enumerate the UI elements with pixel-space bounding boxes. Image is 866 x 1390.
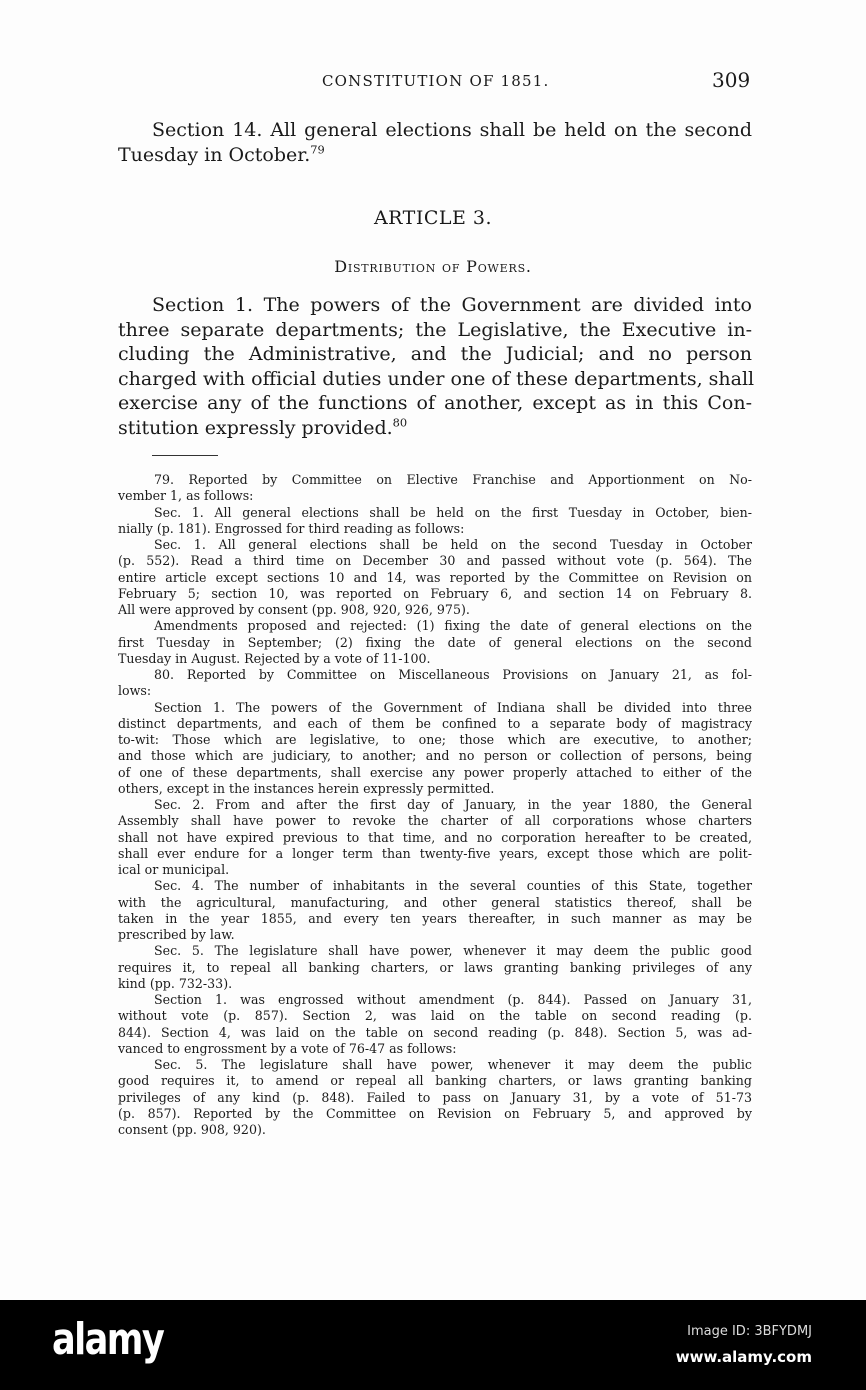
footnote-line xyxy=(118,911,752,927)
footnote-line xyxy=(118,781,752,797)
footnote-line xyxy=(118,878,752,894)
line-text: vanced to engrossment by a vote of 76-47 as follows: xyxy=(118,1040,457,1056)
footnote-line xyxy=(118,716,752,732)
line-text: Section 1. was engrossed without amendment (p. 844). Passed on January 31, xyxy=(154,992,752,1007)
section-1-line xyxy=(118,391,752,416)
line-text: taken in the year 1855, and every ten years thereafter, in such manner as may be xyxy=(118,910,752,926)
line-text: to-wit: Those which are legislative, to one; those which are executive, to another; xyxy=(118,732,752,747)
line-text: with the agricultural, manufacturing, and other general statistics thereof, shall be xyxy=(118,894,752,910)
line-text: good requires it, to amend or repeal all banking charters, or laws granting banking xyxy=(118,1073,752,1089)
line-text: exercise any of the functions of another, except as in this Con- xyxy=(118,392,752,414)
line-text: Section 14. All general elections shall be held on the second xyxy=(152,119,752,141)
line-text: charged with official duties under one of these departments, shall xyxy=(118,367,755,390)
page-number: 309 xyxy=(712,68,751,92)
footnote-paragraph xyxy=(118,943,752,992)
footnote-line xyxy=(118,553,752,569)
line-text: 79. Reported by Committee on Elective Franchise and Apportionment on No- xyxy=(154,472,752,487)
line-text: first Tuesday in September; (2) fixing the date of general elections on the second xyxy=(118,634,752,650)
footnote-line xyxy=(118,732,752,748)
section-14-line xyxy=(118,143,752,168)
section-14-line xyxy=(118,118,752,143)
footnote-line xyxy=(118,797,752,813)
line-text: Assembly shall have power to revoke the charter of all corporations whose charters xyxy=(118,813,752,829)
section-1-line xyxy=(118,293,752,318)
section-1-line xyxy=(118,342,752,367)
line-text: and those which are judiciary, to another; and no person or collection of persons, being xyxy=(118,748,752,764)
line-text: Tuesday in October. xyxy=(118,143,311,166)
footnote-line xyxy=(118,846,752,862)
line-text: cluding the Administrative, and the Judicial; and no person xyxy=(118,343,752,365)
footnote-paragraph xyxy=(118,505,752,538)
footnote-paragraph xyxy=(118,537,752,618)
line-text: prescribed by law. xyxy=(118,927,235,942)
footnote-paragraph xyxy=(118,472,752,505)
footnote-paragraph xyxy=(118,618,752,667)
watermark-bar xyxy=(0,1300,866,1390)
footnote-line xyxy=(118,1057,752,1073)
line-text: Sec. 5. The legislature shall have power, whenever it may deem the public good xyxy=(154,943,752,959)
section-1-line xyxy=(118,318,752,343)
footnote-line xyxy=(118,830,752,846)
line-text: three separate departments; the Legislative, the Executive in- xyxy=(118,318,752,341)
footnote-ref: 79 xyxy=(310,142,325,157)
footnote-paragraph xyxy=(118,878,752,943)
footnote-line xyxy=(118,700,752,716)
line-text: ical or municipal. xyxy=(118,862,230,877)
footnote-line xyxy=(118,813,752,829)
line-text: lows: xyxy=(118,683,152,699)
line-text: stitution expressly provided. xyxy=(118,416,393,439)
line-text: Tuesday in August. Rejected by a vote of 11-100. xyxy=(118,650,431,666)
article-subheading: Distribution of Powers. xyxy=(334,257,532,276)
line-text: 80. Reported by Committee on Miscellaneous Provisions on January 21, as fol- xyxy=(154,667,752,682)
line-text: Sec. 5. The legislature shall have power, whenever it may deem the public xyxy=(154,1057,752,1072)
line-text: vember 1, as follows: xyxy=(118,488,254,504)
line-text: 844). Section 4, was laid on the table on second reading (p. 848). Section 5, was ad- xyxy=(118,1024,752,1040)
line-text: entire article except sections 10 and 14, was reported by the Committee on Revision on xyxy=(118,569,752,585)
footnote-line xyxy=(118,748,752,764)
line-text: shall not have expired previous to that time, and no corporation hereafter to be created, xyxy=(118,829,752,845)
line-text: Section 1. The powers of the Government of Indiana shall be divided into three xyxy=(154,699,752,715)
footnote-line xyxy=(118,1090,752,1106)
footnote-line xyxy=(118,618,752,634)
line-text: of one of these departments, shall exercise any power properly attached to either of the xyxy=(118,764,752,780)
footnote-line xyxy=(118,960,752,976)
footnote-line xyxy=(118,651,752,667)
footnote-paragraph xyxy=(118,797,752,878)
footnote-paragraph xyxy=(118,1057,752,1138)
footnote-line xyxy=(118,895,752,911)
footnote-paragraph xyxy=(118,700,752,798)
image-id: Image ID: 3BFYDMJ xyxy=(687,1324,812,1339)
line-text: privileges of any kind (p. 848). Failed to pass on January 31, by a vote of 51-73 xyxy=(118,1089,752,1105)
line-text: shall ever endure for a longer term than twenty-five years, except those which are polit- xyxy=(118,845,752,861)
line-text: All were approved by consent (pp. 908, 920, 926, 975). xyxy=(118,602,470,617)
section-1-line xyxy=(118,367,755,392)
footnote-line xyxy=(118,992,752,1008)
footnote-line xyxy=(118,943,752,959)
line-text: without vote (p. 857). Section 2, was laid on the table on second reading (p. xyxy=(118,1008,752,1024)
footnote-line xyxy=(118,521,752,537)
footnote-line xyxy=(118,488,752,504)
footnote-line xyxy=(118,570,752,586)
line-text: (p. 857). Reported by the Committee on Revision on February 5, and approved by xyxy=(118,1105,752,1121)
line-text: Sec. 4. The number of inhabitants in the several counties of this State, together xyxy=(154,878,752,894)
footnote-line xyxy=(118,472,752,488)
footnote-line xyxy=(118,1041,752,1057)
footnote-line xyxy=(118,602,752,618)
line-text: February 5; section 10, was reported on February 6, and section 14 on February 8. xyxy=(118,585,752,601)
article-heading: ARTICLE 3. xyxy=(373,207,493,229)
footnote-line xyxy=(118,635,752,651)
footnote-ref: 80 xyxy=(392,415,408,430)
footnote-paragraph xyxy=(118,667,752,700)
footnote-divider xyxy=(152,455,218,456)
section-1-paragraph xyxy=(118,293,755,440)
footnote-paragraph xyxy=(118,992,752,1057)
line-text: Sec. 1. All general elections shall be held on the second Tuesday in October xyxy=(154,537,752,552)
line-text: Sec. 1. All general elections shall be held on the first Tuesday in October, bien- xyxy=(154,504,752,520)
footnote-line xyxy=(118,683,752,699)
running-title: CONSTITUTION OF 1851. xyxy=(322,72,550,90)
footnote-line xyxy=(118,505,752,521)
footnote-line xyxy=(118,586,752,602)
line-text: (p. 552). Read a third time on December 30 and passed without vote (p. 564). The xyxy=(118,553,752,569)
footnote-line xyxy=(118,1025,752,1041)
line-text: requires it, to repeal all banking charters, or laws granting banking privileges of any xyxy=(118,959,752,975)
site-url: www.alamy.com xyxy=(675,1348,812,1366)
footnote-line xyxy=(118,765,752,781)
footnote-line xyxy=(118,537,752,553)
footnote-line xyxy=(118,927,752,943)
footnote-line xyxy=(118,1122,752,1138)
footnote-line xyxy=(118,976,752,992)
footnote-line xyxy=(118,1106,752,1122)
section-14-paragraph xyxy=(118,118,752,167)
line-text: others, except in the instances herein expressly permitted. xyxy=(118,780,495,796)
line-text: Section 1. The powers of the Government are divided into xyxy=(152,294,752,316)
line-text: distinct departments, and each of them be confined to a separate body of magistracy xyxy=(118,715,752,731)
footnote-line xyxy=(118,1073,752,1089)
line-text: nially (p. 181). Engrossed for third reading as follows: xyxy=(118,520,465,536)
footnotes xyxy=(118,472,752,1138)
running-header xyxy=(0,70,866,92)
line-text: consent (pp. 908, 920). xyxy=(118,1122,266,1137)
line-text: Sec. 2. From and after the first day of January, in the year 1880, the General xyxy=(154,797,752,812)
footnote-line xyxy=(118,667,752,683)
footnote-line xyxy=(118,1008,752,1024)
line-text: Amendments proposed and rejected: (1) fixing the date of general elections on the xyxy=(154,618,752,634)
footnote-line xyxy=(118,862,752,878)
alamy-logo: alamy xyxy=(52,1314,164,1365)
section-1-line xyxy=(118,416,752,441)
line-text: kind (pp. 732-33). xyxy=(118,975,233,991)
